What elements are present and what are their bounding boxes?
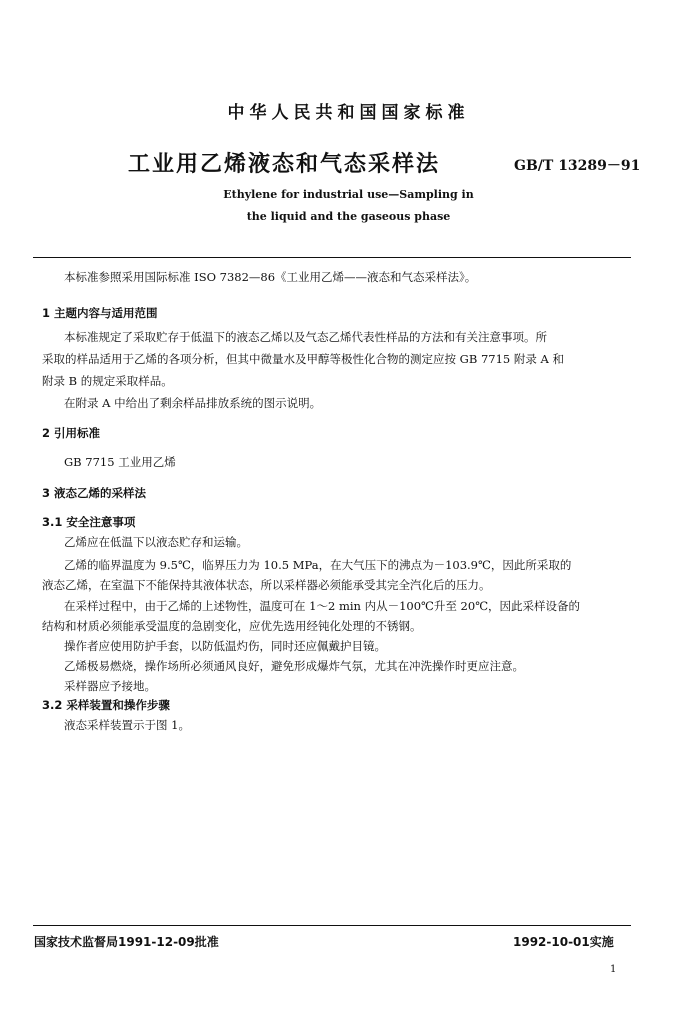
section-3-1-para-1: 乙烯应在低温下以液态贮存和运输。	[64, 535, 248, 549]
section-1-heading: 1 主题内容与适用范围	[42, 306, 158, 320]
section-3-heading: 3 液态乙烯的采样法	[42, 486, 147, 500]
section-3-1-para-2-line-2: 液态乙烯，在室温下不能保持其液体状态，所以采样器必须能承受其完全汽化后的压力。	[42, 578, 491, 592]
section-3-1-para-2-line-1: 乙烯的临界温度为 9.5℃，临界压力为 10.5 MPa，在大气压下的沸点为－103.9℃，因此所采取的	[64, 558, 572, 572]
header-rule	[33, 257, 631, 258]
section-3-2-heading: 3.2 采样装置和操作步骤	[42, 698, 170, 712]
section-1-para-line-3: 附录 B 的规定采取样品。	[42, 374, 173, 388]
title-chinese: 工业用乙烯液态和气态采样法	[128, 152, 441, 177]
section-2-heading: 2 引用标准	[42, 426, 101, 440]
approval-date: 国家技术监督局1991-12-09批准	[34, 935, 219, 949]
section-1-para-line-1: 本标准规定了采取贮存于低温下的液态乙烯以及气态乙烯代表性样品的方法和有关注意事项。所	[64, 330, 547, 344]
section-3-1-para-6: 采样器应予接地。	[64, 679, 156, 693]
section-3-1-para-3-line-2: 结构和材质必须能承受温度的急剧变化，应优先选用经钝化处理的不锈钢。	[42, 619, 422, 633]
page-number: 1	[610, 964, 617, 975]
section-3-1-para-3-line-1: 在采样过程中，由于乙烯的上述物性，温度可在 1～2 min 内从－100℃升至 20℃，因此采样设备的	[64, 599, 581, 613]
section-1-para-line-2: 采取的样品适用于乙烯的各项分析，但其中微量水及甲醇等极性化合物的测定应按 GB 7715 附录 A 和	[42, 352, 564, 366]
section-2-item: GB 7715 工业用乙烯	[64, 455, 176, 469]
section-3-2-para-1: 液态采样装置示于图 1。	[64, 718, 190, 732]
section-3-1-heading: 3.1 安全注意事项	[42, 515, 136, 529]
section-1-para-2: 在附录 A 中给出了剩余样品排放系统的图示说明。	[64, 396, 322, 410]
issuing-authority: 中华人民共和国国家标准	[227, 103, 470, 123]
intro-paragraph: 本标准参照采用国际标准 ISO 7382—86《工业用乙烯——液态和气态采样法》。	[64, 270, 477, 284]
footer-rule	[33, 925, 631, 926]
title-english-line-2: the liquid and the gaseous phase	[246, 210, 451, 223]
implementation-date: 1992-10-01实施	[513, 935, 614, 949]
standard-code: GB/T 13289－91	[514, 158, 641, 174]
section-3-1-para-5: 乙烯极易燃烧，操作场所必须通风良好，避免形成爆炸气氛，尤其在冲洗操作时更应注意。	[64, 659, 524, 673]
section-3-1-para-4: 操作者应使用防护手套，以防低温灼伤，同时还应佩戴护目镜。	[64, 639, 386, 653]
title-english-line-1: Ethylene for industrial use—Sampling in	[223, 188, 474, 201]
